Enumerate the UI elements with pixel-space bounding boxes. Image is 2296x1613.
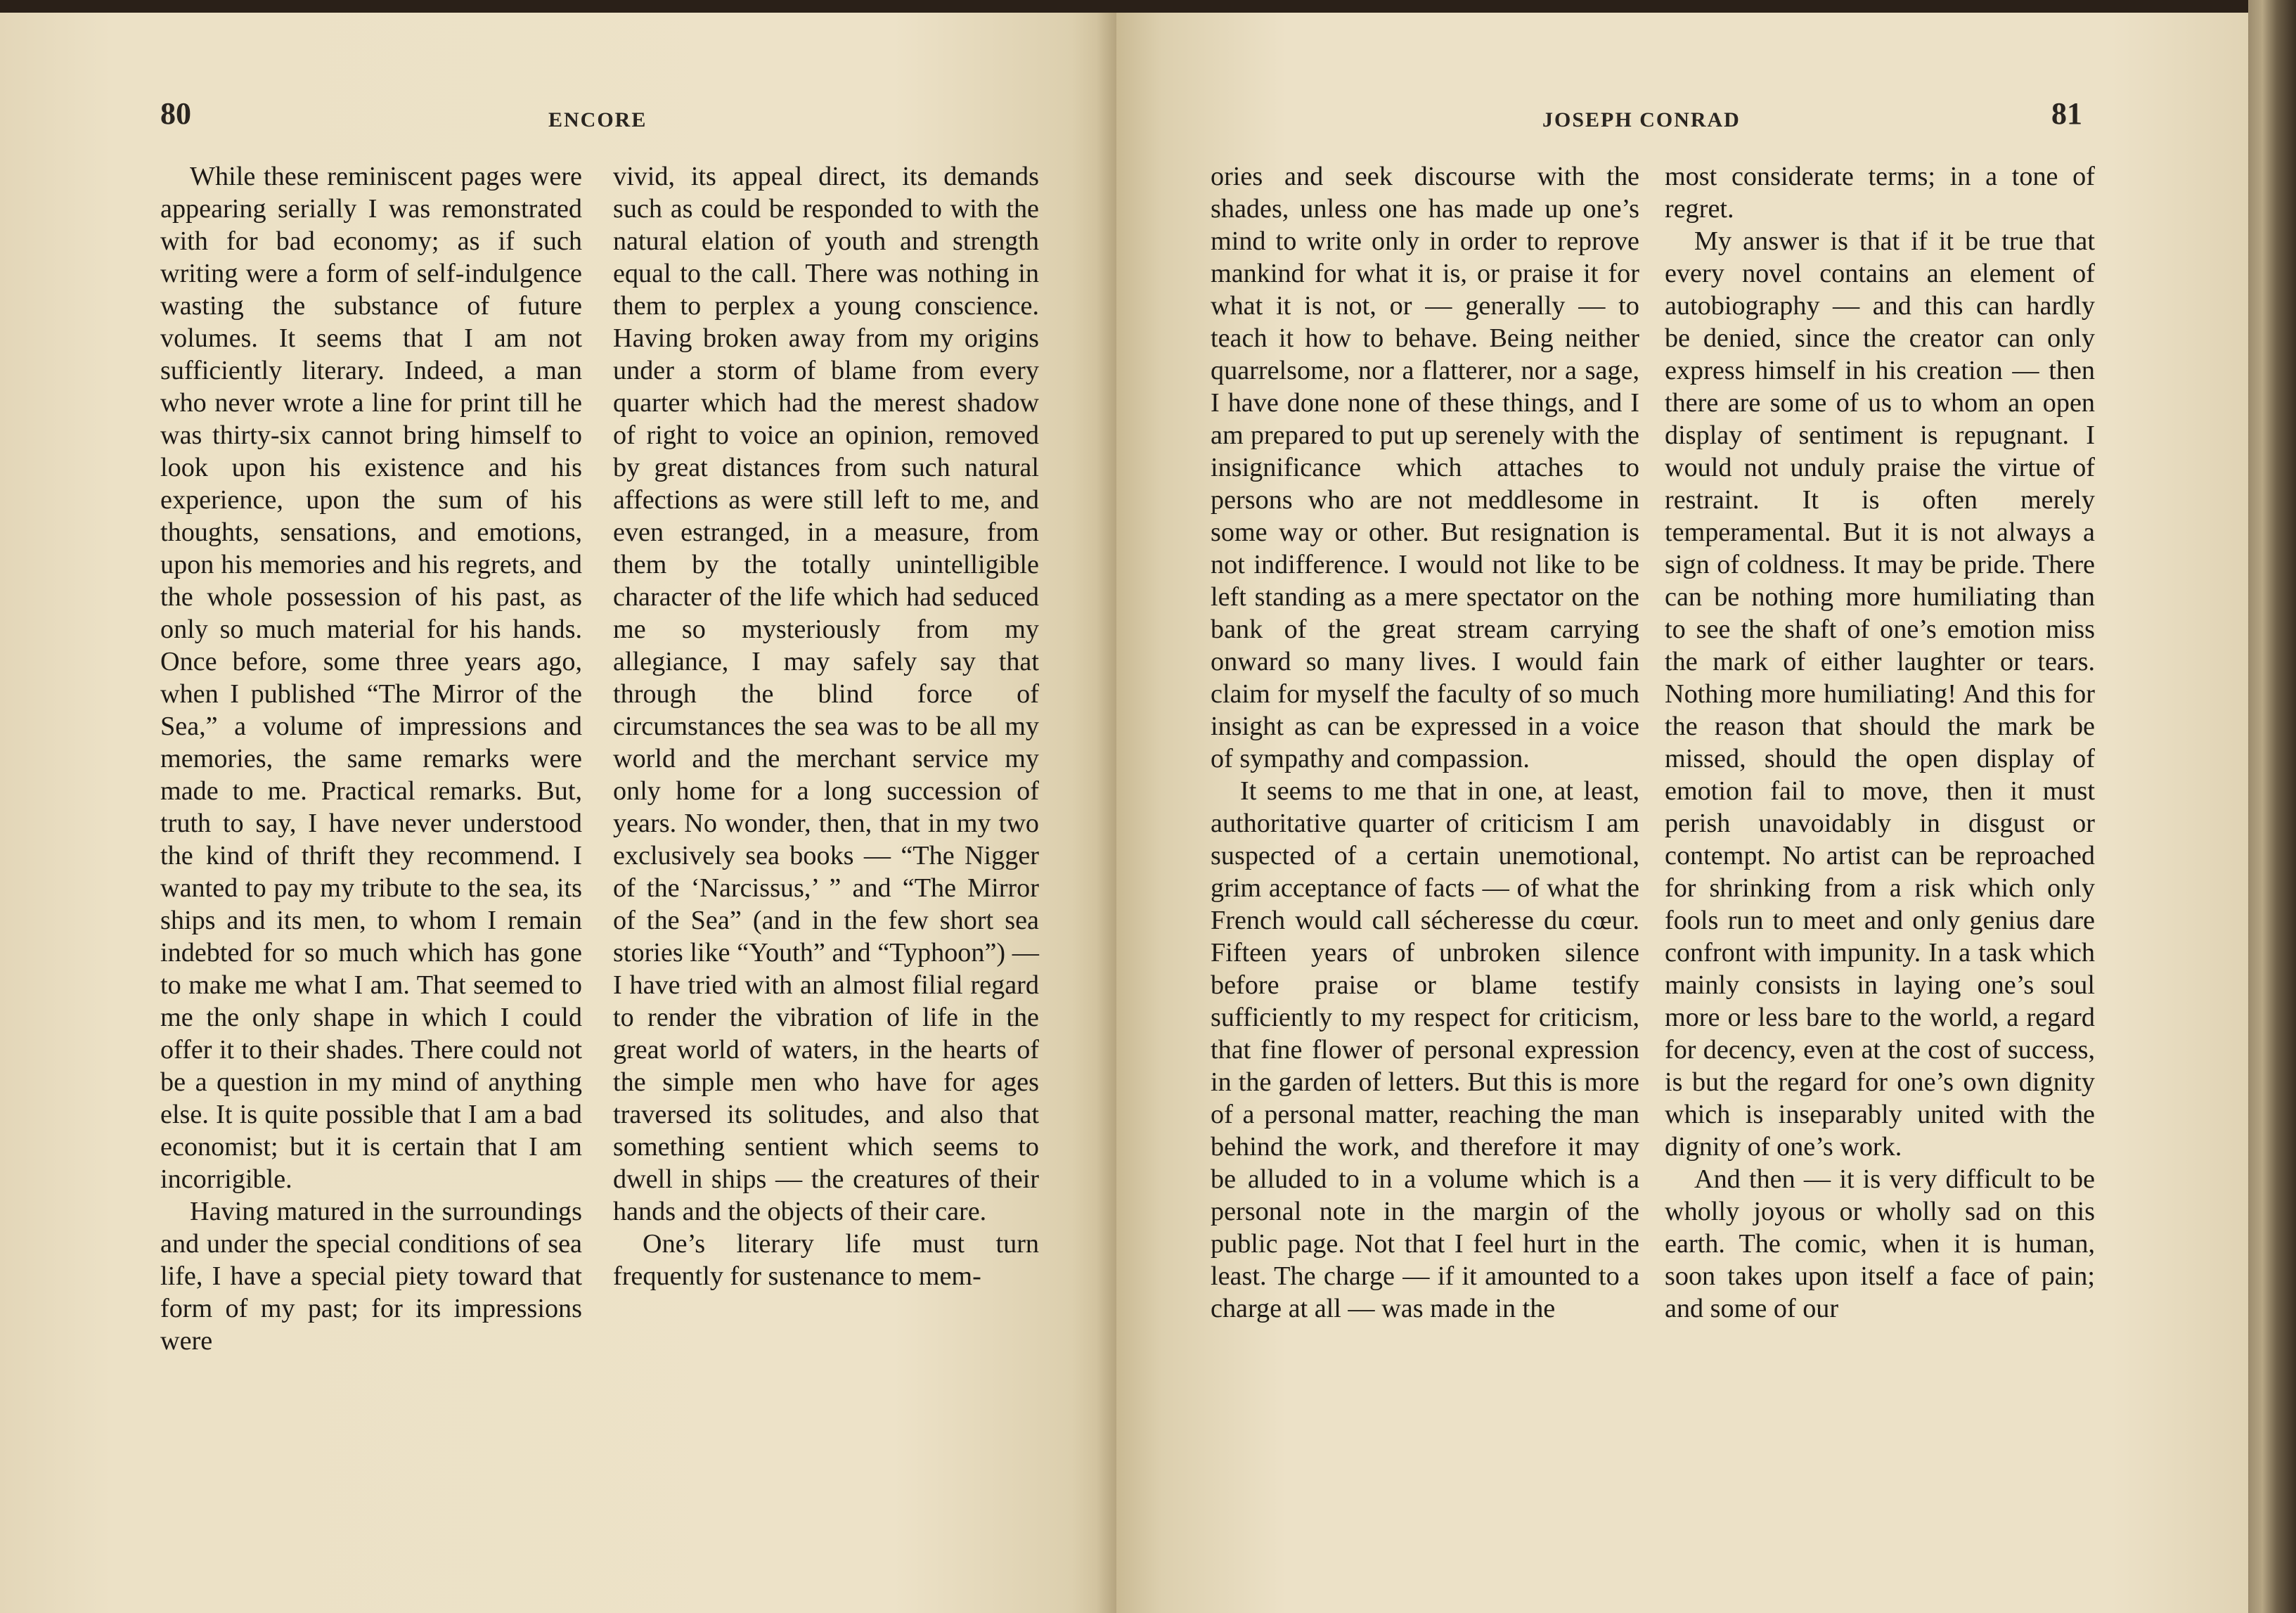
paragraph: My answer is that if it be true that every novel contains an element of autobiography — and this can hardly be denied, since the creator can only express himself in his creation — then there are some of us to whom an open display of sentiment is repugnant. I would not unduly praise the virtue of restraint. It is often merely temperamental. But it is not always a sign of coldness. It may be pride. There can be nothing more humiliating than to see the shaft of one’s emotion miss the mark of either laughter or tears. Nothing more humiliating! And this for the reason that should the mark be missed, should the open display of emotion fail to move, then it must perish unavoidably in disgust or contempt. No artist can be reproached for shrinking from a risk which only fools run to meet and only genius dare confront with impunity. In a task which mainly consists in laying one’s soul more or less bare to the world, a regard for decency, even at the cost of success, is but the regard for one’s own dignity which is inseparably united with the dignity of one’s work.	[1665, 226, 2095, 1162]
paragraph: And then — it is very difficult to be wholly joyous or wholly sad on this earth. The comic, when it is human, soon takes upon itself a face of pain; and some of our	[1665, 1164, 2095, 1323]
paragraph: One’s literary life must turn frequently for sustenance to mem-	[613, 1229, 1039, 1291]
top-edge	[0, 0, 2296, 13]
right-page-column-2	[1665, 160, 2095, 1325]
running-head-right: JOSEPH CONRAD	[1542, 108, 1741, 131]
page-block-edge	[2248, 0, 2296, 1613]
page-number-right: 81	[2051, 96, 2082, 131]
paragraph: ories and seek discourse with the shades, unless one has made up one’s mind to write only in order to reprove mankind for what it is, or praise it for what it is not, or — generally — to teach it how to behave. Being neither quarrelsome, nor a flatterer, nor a sage, I have done none of these things, and I am prepared to put up serenely with the insignificance which attaches to persons who are not meddlesome in some way or other. But resignation is not indifference. I would not like to be left standing as a mere spectator on the bank of the great stream carrying onward so many lives. I would fain claim for myself the faculty of so much insight as can be expressed in a voice of sympathy and compassion.	[1211, 162, 1639, 773]
left-page-column-2	[613, 160, 1039, 1292]
paragraph: While these reminiscent pages were appearing serially I was remonstrated with for bad economy; as if such writing were a form of self-indulgence wasting the substance of future volumes. It seems that I am not sufficiently literary. Indeed, a man who never wrote a line for print till he was thirty-six cannot bring himself to look upon his existence and his experience, upon the sum of his thoughts, sensations, and emotions, upon his memories and his regrets, and the whole possession of his past, as only so much material for his hands. Once before, some three years ago, when I published “The Mirror of the Sea,” a volume of impressions and memories, the same remarks were made to me. Practical remarks. But, truth to say, I have never understood the kind of thrift they recommend. I wanted to pay my tribute to the sea, its ships and its men, to whom I remain indebted for so much which has gone to make me what I am. That seemed to me the only shape in which I could offer it to their shades. There could not be a question in my mind of anything else. It is quite possible that I am a bad economist; but it is certain that I am incorrigible.	[160, 162, 582, 1194]
left-page	[0, 13, 1116, 1613]
paragraph: It seems to me that in one, at least, authoritative quarter of criticism I am suspected of a certain unemotional, grim acceptance of facts — of what the French would call sécheresse du cœur. Fifteen years of unbroken silence before praise or blame testify sufficiently to my respect for criticism, that fine flower of personal expression in the garden of letters. But this is more of a personal matter, reaching the man behind the work, and therefore it may be alluded to in a volume which is a personal note in the margin of the public page. Not that I feel hurt in the least. The charge — if it amounted to a charge at all — was made in the	[1211, 776, 1639, 1323]
paragraph: vivid, its appeal direct, its demands such as could be responded to with the natural elation of youth and strength equal to the call. There was nothing in them to perplex a young conscience. Having broken away from my origins under a storm of blame from every quarter which had the merest shadow of right to voice an opinion, removed by great distances from such natural affections as were still left to me, and even estranged, in a measure, from them by the totally unintelligible character of the life which had seduced me so mysteriously from my allegiance, I may safely say that through the blind force of circumstances the sea was to be all my world and the merchant service my only home for a long succession of years. No wonder, then, that in my two exclusively sea books — “The Nigger of the ‘Narcissus,’ ” and “The Mirror of the Sea” (and in the few short sea stories like “Youth” and “Typhoon”) — I have tried with an almost filial regard to render the vibration of life in the great world of waters, in the hearts of the simple men who have for ages traversed its solitudes, and also that something sentient which seems to dwell in ships — the creatures of their hands and the objects of their care.	[613, 162, 1039, 1226]
paragraph: most considerate terms; in a tone of regret.	[1665, 162, 2095, 224]
right-page	[1116, 13, 2248, 1613]
left-page-column-1	[160, 160, 582, 1357]
running-head-left: ENCORE	[548, 108, 647, 131]
right-page-column-1	[1211, 160, 1639, 1325]
paragraph: Having matured in the surroundings and under the special conditions of sea life, I have a special piety toward that form of my past; for its impressions were	[160, 1197, 582, 1356]
page-number-left: 80	[160, 96, 191, 131]
